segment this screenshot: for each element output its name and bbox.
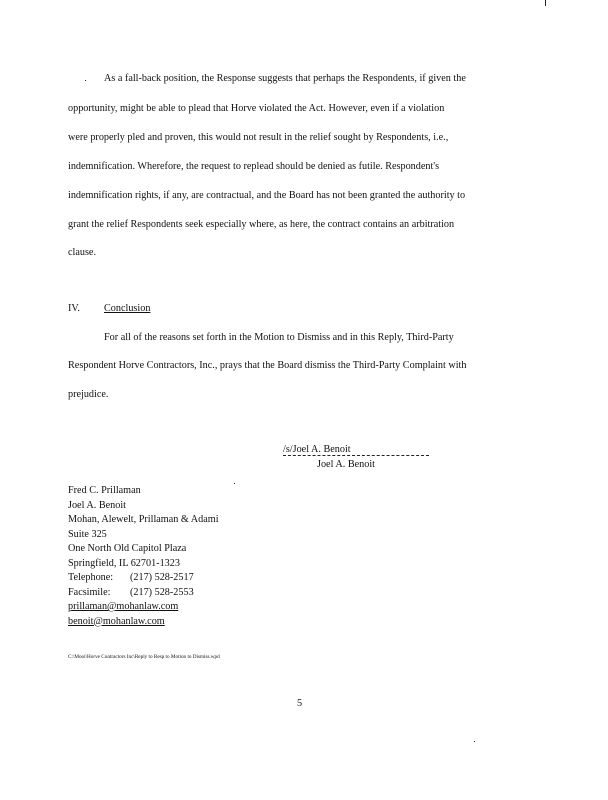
paragraph-line: grant the relief Respondents seek especially where, as here, the contract contains an arbitration: [68, 219, 455, 230]
paragraph-line: were properly pled and proven, this would not result in the relief sought by Respondents, i.e.,: [68, 132, 449, 143]
electronic-signature: [283, 444, 429, 456]
email-link[interactable]: prillaman@mohanlaw.com: [68, 601, 179, 612]
facsimile-label: Facsimile:: [68, 586, 111, 598]
scan-speck: [85, 80, 86, 81]
scan-speck: [545, 0, 546, 6]
address-line: Fred C. Prillaman: [68, 485, 141, 496]
paragraph-line: indemnification rights, if any, are contractual, and the Board has not been granted the authority to: [68, 190, 466, 201]
telephone-label: Telephone:: [68, 572, 114, 583]
counsel-address-block: [68, 484, 219, 629]
paragraph-line: For all of the reasons set forth in the Motion to Dismiss and in this Reply, Third-Party: [104, 332, 454, 343]
section-number: IV.: [68, 303, 80, 314]
facsimile-number: (217) 528-2553: [130, 586, 194, 598]
email-link[interactable]: benoit@mohanlaw.com: [68, 615, 165, 627]
file-path: C:\Mooi\Horve Contractors Inc\Reply to Resp to Motion to Dismiss.wpd: [68, 654, 220, 660]
paragraph-line: clause.: [68, 247, 97, 258]
scan-speck: [234, 483, 235, 484]
signature-text: /s/Joel A. Benoit: [283, 444, 351, 455]
paragraph-line: opportunity, might be able to plead that Horve violated the Act. However, even if a violation: [68, 103, 445, 114]
signatory-name: Joel A. Benoit: [317, 459, 376, 470]
paragraph-line: As a fall-back position, the Response suggests that perhaps the Respondents, if given the: [104, 73, 466, 84]
address-line: Springfield, IL 62701-1323: [68, 557, 180, 569]
address-line: Mohan, Alewelt, Prillaman & Adami: [68, 514, 219, 525]
facsimile-line: [68, 586, 219, 601]
address-line: Suite 325: [68, 528, 107, 540]
address-line: Joel A. Benoit: [68, 499, 127, 511]
paragraph-line: indemnification. Wherefore, the request to replead should be denied as futile. Respondent's: [68, 161, 440, 172]
telephone-line: [68, 571, 219, 586]
address-line: One North Old Capitol Plaza: [68, 543, 187, 554]
telephone-number: (217) 528-2517: [130, 572, 194, 583]
page-number: 5: [297, 698, 303, 709]
paragraph-line: prejudice.: [68, 389, 109, 400]
section-heading: Conclusion: [104, 303, 151, 314]
scan-speck: [474, 741, 475, 742]
paragraph-line: Respondent Horve Contractors, Inc., prays that the Board dismiss the Third-Party Complaint with: [68, 360, 467, 371]
